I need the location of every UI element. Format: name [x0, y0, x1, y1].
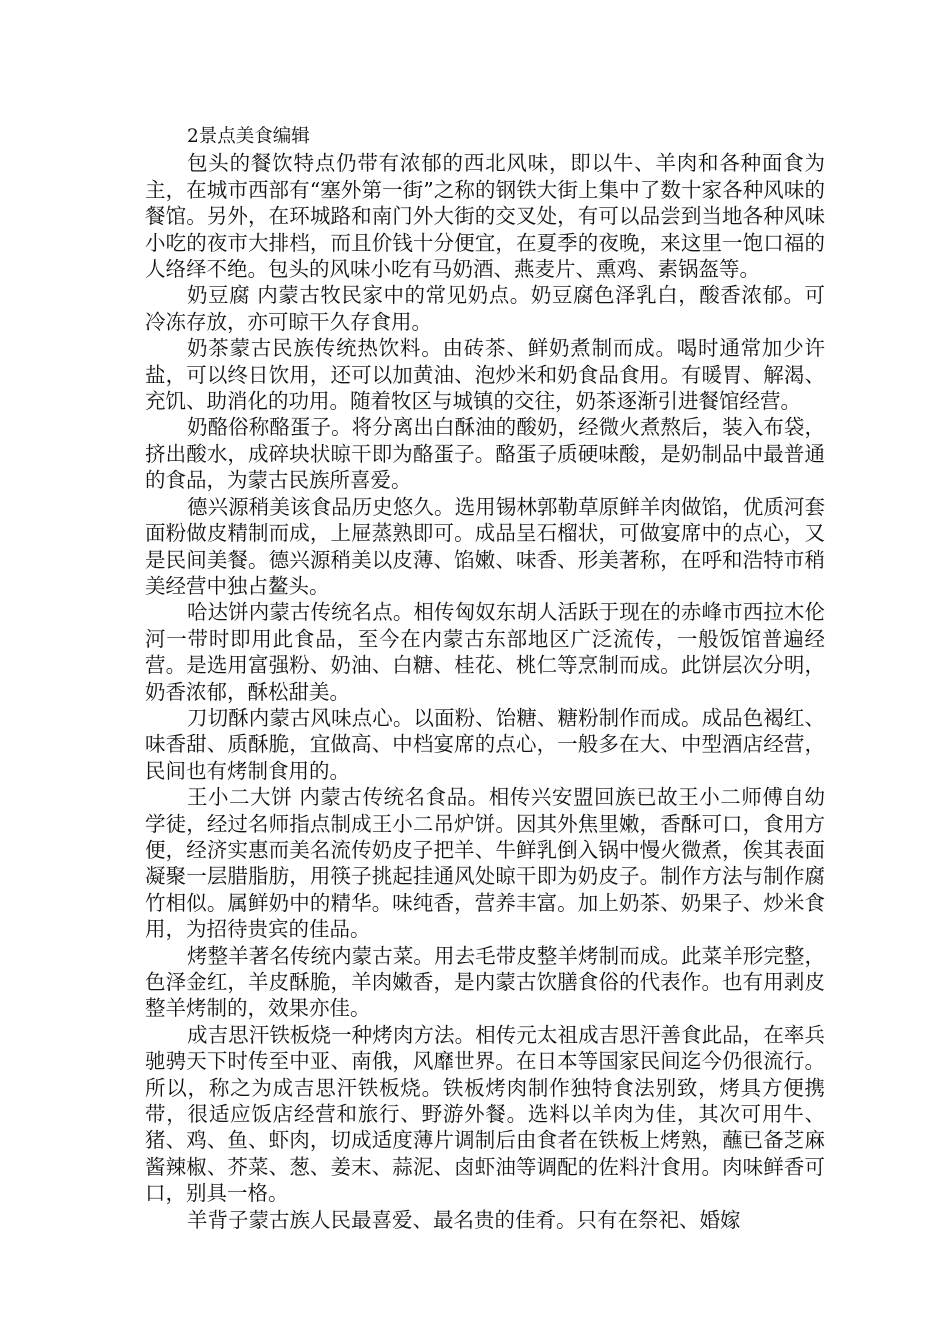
paragraph-hada-cake: 哈达饼内蒙古传统名点。相传匈奴东胡人活跃于现在的赤峰市西拉木伦河一带时即用此食品，至今在内蒙古东部地区广泛流传，一般饭馆普遍经营。是选用富强粉、奶油、白糖、桂花、桃仁等烹制而成。此饼层次分明，奶香浓郁，酥松甜美。	[145, 600, 825, 704]
paragraph-dexingyuan-shaomei: 德兴源稍美该食品历史悠久。选用锡林郭勒草原鲜羊肉做馅，优质河套面粉做皮精制而成，上屉蒸熟即可。成品呈石榴状，可做宴席中的点心，又是民间美餐。德兴源稍美以皮薄、馅嫩、味香、形美著称，在呼和浩特市稍美经营中独占鳌头。	[145, 494, 825, 598]
paragraph-cheese: 奶酪俗称酪蛋子。将分离出白酥油的酸奶，经微火煮熬后，装入布袋，挤出酸水，成碎块状晾干即为酪蛋子。酪蛋子质硬味酸，是奶制品中最普通的食品，为蒙古民族所喜爱。	[145, 415, 825, 493]
section-heading: 2景点美食编辑	[187, 126, 310, 147]
paragraph-wangxiaoer-bing: 王小二大饼 内蒙古传统名食品。相传兴安盟回族已故王小二师傅自幼学徒，经过名师指点制成王小二吊炉饼。因其外焦里嫩，香酥可口，食用方便，经济实惠而美名流传奶皮子把羊、牛鲜乳倒入锅中慢火微煮，俟其表面凝聚一层腊脂肪，用筷子挑起挂通风处晾干即为奶皮子。制作方法与制作腐竹相似。属鲜奶中的精华。味纯香，营养丰富。加上奶茶、奶果子、炒米食用，为招待贵宾的佳品。	[145, 785, 825, 942]
document-page	[145, 124, 825, 1233]
paragraph-milk-tea: 奶茶蒙古民族传统热饮料。由砖茶、鲜奶煮制而成。喝时通常加少许盐，可以终日饮用，还可以加黄油、泡炒米和奶食品食用。有暖胃、解渴、充饥、助消化的功用。随着牧区与城镇的交往，奶茶逐渐引进餐馆经营。	[145, 336, 825, 414]
paragraph-milk-tofu: 奶豆腐 内蒙古牧民家中的常见奶点。奶豆腐色泽乳白，酸香浓郁。可冷冻存放，亦可晾干久存食用。	[145, 283, 825, 334]
paragraph-baotou-cuisine: 包头的餐饮特点仍带有浓郁的西北风味，即以牛、羊肉和各种面食为主，在城市西部有“塞外第一街”之称的钢铁大街上集中了数十家各种风味的餐馆。另外，在环城路和南门外大街的交叉处，有可以品尝到当地各种风味小吃的夜市大排档，而且价钱十分便宜，在夏季的夜晚，来这里一饱口福的人络绎不绝。包头的风味小吃有马奶酒、燕麦片、熏鸡、素锅盔等。	[145, 151, 825, 282]
paragraph-genghis-teppanyaki: 成吉思汗铁板烧一种烤肉方法。相传元太祖成吉思汗善食此品，在率兵驰骋天下时传至中亚、南俄，风靡世界。在日本等国家民间迄今仍很流行。所以，称之为成吉思汗铁板烧。铁板烤肉制作独特食法别致，烤具方便携带，很适应饭店经营和旅行、野游外餐。选料以羊肉为佳，其次可用牛、猪、鸡、鱼、虾肉，切成适度薄片调制后由食者在铁板上烤熟，蘸已备芝麻酱辣椒、芥菜、葱、姜末、蒜泥、卤虾油等调配的佐料汁食用。肉味鲜香可口，别具一格。	[145, 1022, 825, 1206]
paragraph-roast-whole-lamb: 烤整羊著名传统内蒙古菜。用去毛带皮整羊烤制而成。此菜羊形完整，色泽金红，羊皮酥脆，羊肉嫩香，是内蒙古饮膳食俗的代表作。也有用剥皮整羊烤制的，效果亦佳。	[145, 943, 825, 1021]
paragraph-daoqie-su: 刀切酥内蒙古风味点心。以面粉、饴糖、糖粉制作而成。成品色褐红、味香甜、质酥脆，宜做高、中档宴席的点心，一般多在大、中型酒店经营，民间也有烤制食用的。	[145, 705, 825, 783]
paragraph-yang-beizi: 羊背子蒙古族人民最喜爱、最名贵的佳肴。只有在祭祀、婚嫁	[187, 1207, 741, 1232]
